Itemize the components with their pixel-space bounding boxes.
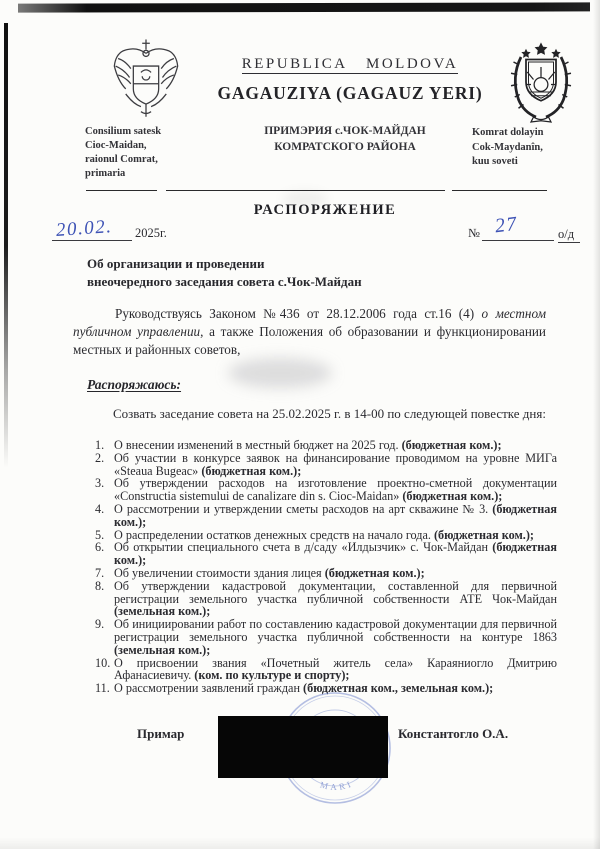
- agenda-item: 10. О присвоении звания «Почетный житель села» Караяниогло Дмитрию Афанасиевичу. (ком. по культуре и спорту);: [95, 655, 557, 683]
- agenda-item: 1. О внесении изменений в местный бюджет на 2025 год. (бюджетная ком.);: [95, 438, 502, 452]
- handwritten-number: 27: [493, 212, 520, 238]
- agenda-list: [95, 439, 557, 695]
- issuer-block-romanian: Consilium satesk Cioc-Maidan, raionul Comrat, primaria: [85, 126, 162, 179]
- number-underline: [482, 240, 554, 241]
- header-rule-right: [452, 190, 547, 191]
- number-suffix: о/д: [558, 227, 580, 242]
- convocation-paragraph: Созвать заседание совета на 25.02.2025 г. в 14-00 по следующей повестке дня:: [113, 406, 546, 421]
- document-title: РАСПОРЯЖЕНИЕ: [253, 202, 397, 218]
- preamble-paragraph: Руководствуясь Законом №436 от 28.12.2006 года ст.16 (4) о местном публичном управлении, а также Положения об образовании и функционировании местных и районных советов,: [73, 306, 546, 357]
- republic-heading: REPUBLICA MOLDOVA: [241, 56, 459, 72]
- gagauzia-coat-of-arms-icon: [506, 39, 576, 125]
- redaction-blur: [228, 358, 332, 388]
- number-label: №: [468, 226, 480, 240]
- agenda-item: 4. О рассмотрении и утверждении сметы расходов на арт скважине № 3. (бюджетная ком.);: [95, 501, 557, 529]
- agenda-item: 8. Об утверждении кадастровой документации, составленной для первичной регистрации земельного участка публичной собственности АТЕ Чок-Майдан (земельная ком.);: [95, 578, 557, 619]
- signer-name: Константогло О.А.: [398, 726, 509, 741]
- moldova-coat-of-arms-icon: [108, 38, 184, 122]
- agenda-item: 7. Об увеличении стоимости здания лицея (бюджетная ком.);: [95, 565, 425, 580]
- agenda-item: 9. Об инициировании работ по составлению кадастровой документации для первичной регистрации земельного участка публичной собственности на контуре 1863 (земельная ком.);: [95, 617, 557, 657]
- agenda-item: 2. Об участии в конкурсе заявок на финансирование проводимом на уровне МИГа «Steaua Bugeac» (бюджетная ком.);: [95, 450, 557, 478]
- agenda-item: 5. О распределении остатков денежных средств на начало года. (бюджетная ком.);: [95, 527, 534, 542]
- svg-text:MARI: [319, 778, 355, 792]
- stamp-arc-text: MARI: [319, 778, 355, 793]
- date-year: 2025г.: [135, 226, 167, 240]
- scan-edge-top: [18, 2, 590, 12]
- signer-title: Примар: [137, 726, 185, 741]
- date-underline: [52, 240, 132, 241]
- agenda-item: 6. Об открытии специального счета в д/саду «Илдызчик» с. Чок-Майдан (бюджетная ком.);: [95, 540, 557, 568]
- scan-shadow-bottom: [0, 837, 600, 849]
- header-rule-left: [86, 190, 157, 191]
- region-heading: GAGAUZIYA (GAGAUZ YERI): [217, 83, 483, 103]
- header-rule-center: [166, 190, 445, 191]
- scan-edge-left: [4, 23, 8, 468]
- scan-shadow-right: [593, 0, 600, 849]
- handwritten-date: 20.02.: [55, 216, 114, 241]
- subject-lines: Об организации и проведении внеочередного заседания совета с.Чок-Майдан: [87, 256, 362, 289]
- redaction-box: [218, 716, 388, 778]
- agenda-item: 11. О рассмотрении заявлений граждан (бюджетная ком., земельная ком.);: [95, 681, 494, 696]
- issuer-block-gagauz: Komrat dolayin Cok-Maydanîn, kuu soveti: [472, 127, 544, 167]
- order-word: Распоряжаюсь:: [87, 377, 182, 392]
- issuer-block-russian: ПРИМЭРИЯ с.ЧОК-МАЙДАН КОМРАТСКОГО РАЙОНА: [264, 125, 426, 153]
- agenda-item: 3. Об утверждении расходов на изготовление проектно-сметной документации «Constructia sistemului de canalizare din s. Cioc-Maidan» (бюджетная ком.);: [95, 476, 557, 504]
